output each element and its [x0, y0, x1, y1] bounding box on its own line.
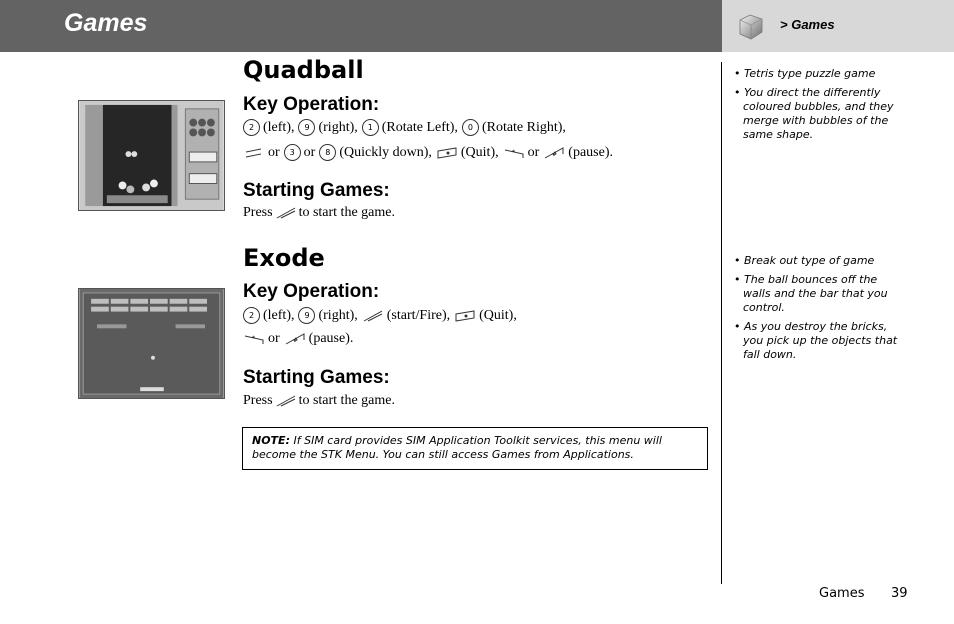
exode-starting-games-heading: Starting Games:	[243, 367, 390, 388]
key-label: or	[268, 331, 280, 346]
hash-key-icon	[284, 332, 306, 346]
key-label: (Rotate Left),	[381, 119, 458, 135]
quadball-title: Quadball	[243, 56, 364, 84]
key-label: (Quit),	[460, 144, 499, 160]
svg-text:#: #	[552, 150, 558, 158]
key-2-icon: 2	[243, 119, 260, 136]
note-item: • Tetris type puzzle game	[734, 67, 906, 81]
footer-section: Games	[819, 586, 865, 601]
quadball-screenshot	[78, 100, 225, 211]
page-title: Games	[64, 9, 148, 37]
key-label: (pause).	[568, 144, 613, 160]
star-key-icon	[243, 332, 265, 346]
note-item: • As you destroy the bricks, you pick up the objects that fall down.	[734, 320, 906, 362]
games-chapter-icon	[736, 12, 766, 42]
column-divider	[721, 62, 722, 584]
press-text: Press	[243, 205, 273, 220]
star-key-icon	[503, 146, 525, 160]
exode-title: Exode	[243, 244, 325, 272]
key-label: or	[527, 144, 540, 160]
exode-notes	[734, 254, 906, 367]
note-label: NOTE:	[252, 434, 290, 447]
press-text: Press	[243, 393, 273, 408]
ok-softkey-icon	[275, 394, 297, 408]
quadball-notes	[734, 67, 906, 147]
start-text: to start the game.	[298, 393, 395, 408]
note-item: • The ball bounces off the walls and the bar that you control.	[734, 273, 906, 315]
quadball-starting-games-heading: Starting Games:	[243, 180, 390, 201]
key-label: (right),	[318, 119, 358, 135]
navigation-key-icon	[243, 146, 265, 160]
svg-text:*: *	[252, 335, 255, 342]
key-8-icon: 8	[319, 144, 336, 161]
key-label: (right),	[318, 307, 358, 323]
exode-screenshot	[78, 288, 225, 399]
exode-start-line	[243, 393, 395, 409]
back-softkey-icon	[436, 146, 458, 160]
key-label: (pause).	[308, 331, 354, 346]
key-0-icon: 0	[462, 119, 479, 136]
hash-key-icon	[543, 146, 565, 160]
key-label: or	[268, 144, 280, 160]
page-number: 39	[891, 586, 908, 601]
key-label: (start/Fire),	[386, 307, 451, 323]
key-label: (left),	[263, 307, 295, 323]
back-softkey-icon	[454, 309, 476, 323]
svg-text:*: *	[511, 148, 515, 156]
breadcrumb: > Games	[780, 17, 835, 32]
key-9-icon: 9	[298, 307, 315, 324]
key-label: or	[303, 144, 316, 160]
quadball-key-line-2	[243, 144, 617, 161]
note-item: • You direct the differently coloured bubbles, and they merge with bubbles of the same shape.	[734, 86, 906, 142]
key-label: (Rotate Right),	[481, 119, 566, 135]
quadball-start-line	[243, 205, 395, 221]
quadball-key-line-1	[243, 119, 570, 136]
svg-text:#: #	[292, 337, 298, 344]
key-label: (left),	[263, 119, 295, 135]
key-label: (Quit),	[479, 307, 517, 323]
ok-softkey-icon	[362, 309, 384, 323]
key-1-icon: 1	[362, 119, 379, 136]
ok-softkey-icon	[275, 206, 297, 220]
key-9-icon: 9	[298, 119, 315, 136]
key-3-icon: 3	[284, 144, 301, 161]
exode-key-line-2	[243, 331, 357, 347]
exode-key-line-1	[243, 307, 521, 324]
note-text: If SIM card provides SIM Application Toolkit services, this menu will become the STK Menu. You can still access Games from Applications.	[252, 434, 662, 461]
note-item: • Break out type of game	[734, 254, 906, 268]
start-text: to start the game.	[298, 205, 395, 220]
key-2-icon: 2	[243, 307, 260, 324]
exode-key-operation-heading: Key Operation:	[243, 281, 380, 302]
quadball-key-operation-heading: Key Operation:	[243, 94, 380, 115]
key-label: (Quickly down),	[339, 144, 432, 160]
note-box	[242, 427, 708, 470]
